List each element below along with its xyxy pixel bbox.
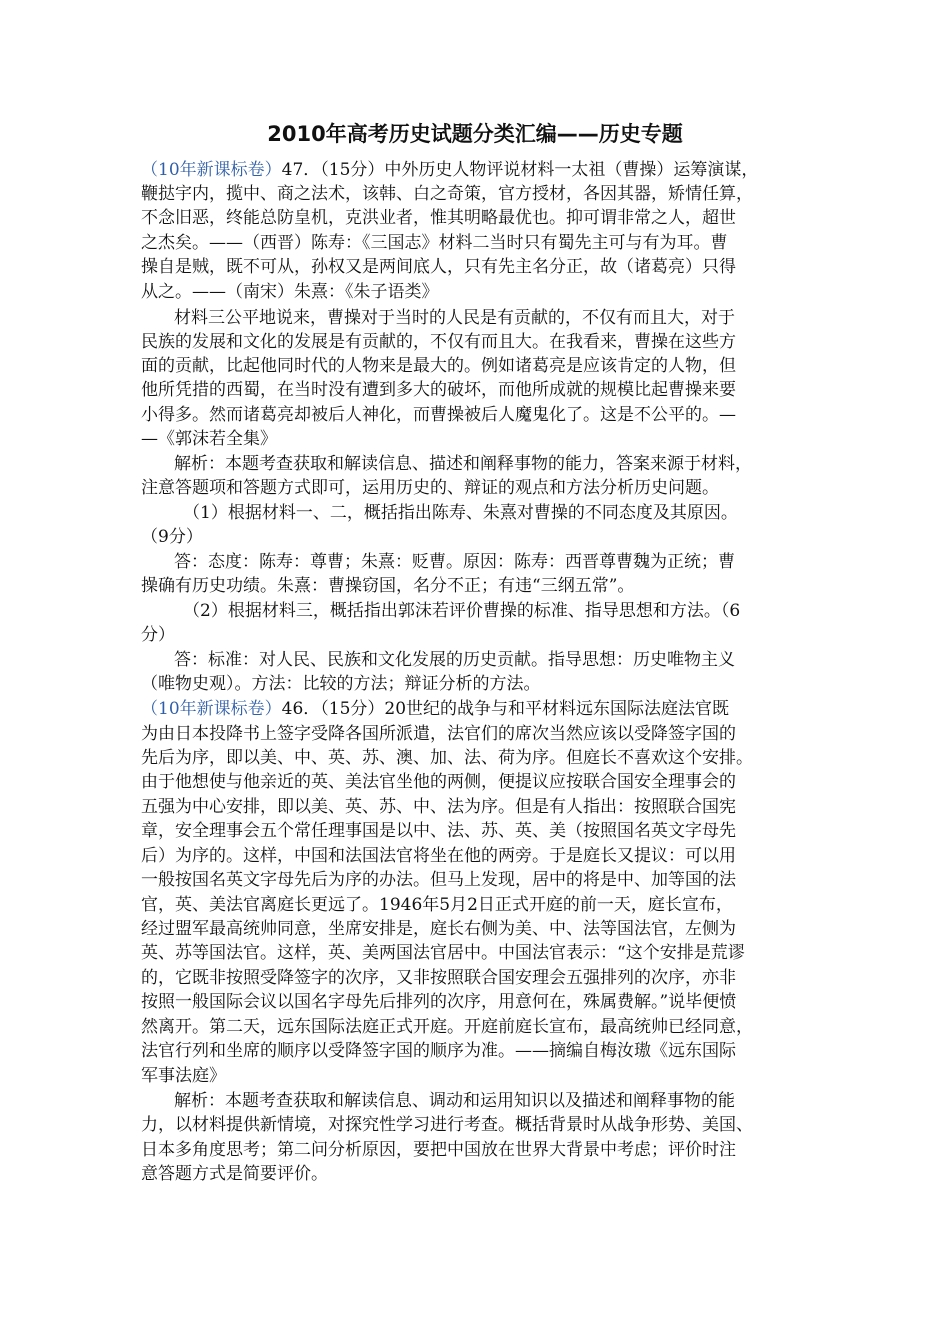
q46-line-7: 一般按国名英文字母先后为序的办法。但马上发现，居中的将是中、加等国的法 (141, 870, 736, 890)
q47-line-1: 鞭挞宇内，揽中、商之法术，该韩、白之奇策，官方授材，各因其器，矫情任算， (141, 184, 753, 204)
q46-analysis-line-0: 解析：本题考查获取和解读信息、调动和运用知识以及描述和阐释事物的能 (174, 1091, 735, 1111)
q47-sub1-line-0: （1）根据材料一、二，概括指出陈寿、朱熹对曹操的不同态度及其原因。 (183, 503, 738, 523)
q46-line-13: 然离开。第二天，远东国际法庭正式开庭。开庭前庭长宣布，最高统帅已经同意， (141, 1017, 753, 1037)
q47-material3-line-2: 面的贡献，比起他同时代的人物来是最大的。例如诸葛亮是应该肯定的人物，但 (141, 356, 736, 376)
q46-line-4: 五强为中心安排，即以美、英、苏、中、法为序。但是有人指出：按照联合国宪 (141, 797, 736, 817)
q46-line-3: 由于他想使与他亲近的英、美法官坐他的两侧，便提议应按联合国安全理事会的 (141, 772, 736, 792)
q46-line-11: 的，它既非按照受降签字的次序，又非按照联合国安理会五强排列的次序，亦非 (141, 968, 736, 988)
q46-first-line (141, 697, 729, 721)
q47-first-line (141, 158, 758, 182)
q46-analysis-line-2: 日本多角度思考；第二问分析原因，要把中国放在世界大背景中考虑；评价时注 (141, 1140, 736, 1160)
q47-sub2-line-0: （2）根据材料三，概括指出郭沫若评价曹操的标准、指导思想和方法。（6 (183, 601, 741, 621)
q46-analysis-line-3: 意答题方式是简要评价。 (141, 1164, 328, 1184)
page-title: 2010年高考历史试题分类汇编——历史专题 (267, 122, 683, 146)
q46-line-10: 英、苏等国法官。这样，英、美两国法官居中。中国法官表示：“这个安排是荒谬 (141, 943, 745, 963)
q46-line-8: 官，英、美法官离庭长更远了。1946年5月2日正式开庭的前一天，庭长宣布， (141, 895, 733, 915)
q47-line-3: 之杰矣。——（西晋）陈寿：《三国志》材料二当时只有蜀先主可与有为耳。曹 (141, 233, 728, 253)
q46-line-9: 经过盟军最高统帅同意，坐席安排是，庭长右侧为美、中、法等国法官，左侧为 (141, 919, 736, 939)
q47-ans2-line-0: 答：标准：对人民、民族和文化发展的历史贡献。指导思想：历史唯物主义 (174, 650, 735, 670)
q47-line-5: 从之。——（南宋）朱熹：《朱子语类》 (141, 282, 439, 302)
q47-ans1-line-0: 答：态度：陈寿：尊曹；朱熹：贬曹。原因：陈寿：西晋尊曹魏为正统；曹 (174, 552, 735, 572)
q46-line-2: 先后为序，即以美、中、英、苏、澳、加、法、荷为序。但庭长不喜欢这个安排。 (141, 748, 753, 768)
q46-line-14: 法官行列和坐席的顺序以受降签字国的顺序为准。——摘编自梅汝璈《远东国际 (141, 1041, 736, 1061)
q46-line-0: 46．（15分）20世纪的战争与和平材料远东国际法庭法官既 (281, 699, 730, 719)
q47-material3-line-1: 民族的发展和文化的发展是有贡献的，不仅有而且大。在我看来，曹操在这些方 (141, 332, 736, 352)
q47-ans2-line-1: （唯物史观）。方法：比较的方法；辩证分析的方法。 (141, 674, 541, 694)
q46-analysis-line-1: 力，以材料提供新情境，对探究性学习进行考查。概括背景时从战争形势、美国、 (141, 1115, 753, 1135)
q46-line-12: 按照一般国际会议以国名字母先后排列的次序，用意何在，殊属费解。”说毕便愤 (141, 992, 737, 1012)
q47-analysis-line-0: 解析：本题考查获取和解读信息、描述和阐释事物的能力，答案来源于材料， (174, 454, 752, 474)
q47-line-4: 操自是贼，既不可从，孙权又是两间底人，只有先主名分正，故（诸葛亮）只得 (141, 257, 736, 277)
q46-line-5: 章，安全理事会五个常任理事国是以中、法、苏、英、美（按照国名英文字母先 (141, 821, 736, 841)
q47-material3-line-5: —《郭沫若全集》 (141, 429, 277, 449)
q46-line-15: 军事法庭》 (141, 1066, 226, 1086)
q47-material3-line-3: 他所凭措的西蜀，在当时没有遭到多大的破坏，而他所成就的规模比起曹操来要 (141, 380, 736, 400)
q47-source-tag: （10年新课标卷） (141, 160, 282, 180)
q46-source-tag: （10年新课标卷） (141, 699, 282, 719)
q47-line-2: 不念旧恶，终能总防皇机，克洪业者，惟其明略最优也。抑可谓非常之人，超世 (141, 208, 736, 228)
q47-analysis-line-1: 注意答题项和答题方式即可，运用历史的、辩证的观点和方法分析历史问题。 (141, 478, 719, 498)
q47-ans1-line-1: 操确有历史功绩。朱熹：曹操窃国，名分不正；有违“三纲五常”。 (141, 576, 635, 596)
q46-line-6: 后）为序的。这样，中国和法国法官将坐在他的两旁。于是庭长又提议：可以用 (141, 846, 736, 866)
q46-line-1: 为由日本投降书上签字受降各国所派遣，法官们的席次当然应该以受降签字国的 (141, 724, 736, 744)
q47-material3-line-0: 材料三公平地说来，曹操对于当时的人民是有贡献的，不仅有而且大，对于 (174, 308, 735, 328)
q47-line-0: 47．（15分）中外历史人物评说材料一太祖（曹操）运筹演谋， (281, 160, 759, 180)
q47-sub1-line-1: （9分） (141, 527, 203, 547)
q47-sub2-line-1: 分） (141, 625, 175, 645)
q47-material3-line-4: 小得多。然而诸葛亮却被后人神化，而曹操被后人魔鬼化了。这是不公平的。— (141, 405, 736, 425)
